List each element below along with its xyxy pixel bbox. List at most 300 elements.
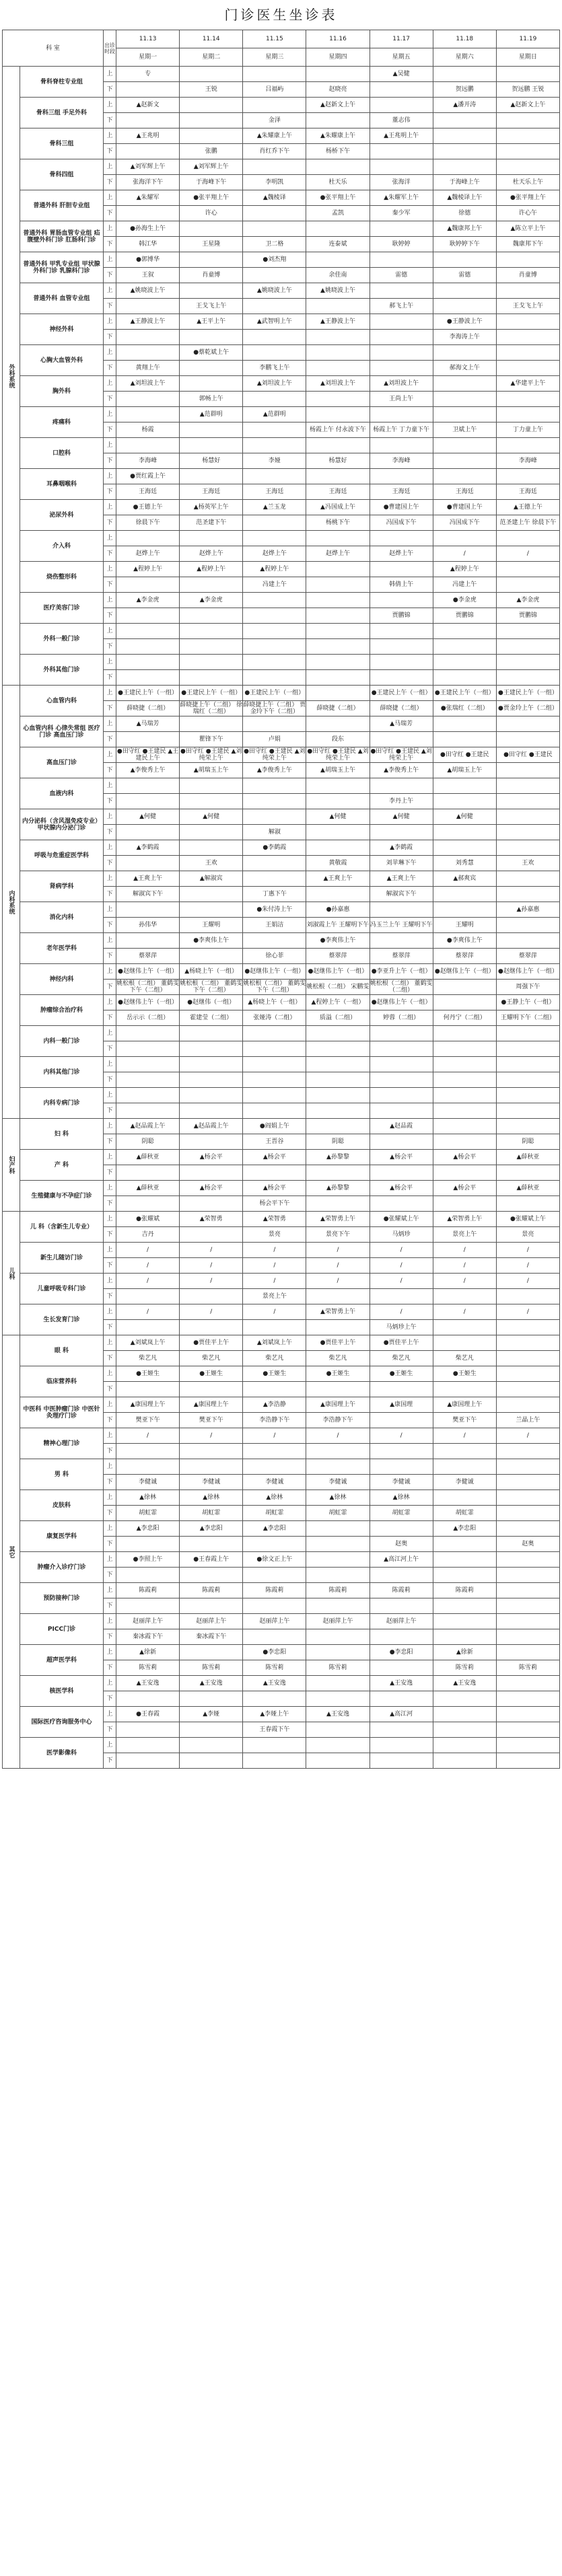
schedule-cell [496,438,559,453]
category-label: 外科系统 [3,67,20,686]
department-name: 普通外科 甲乳专业组 甲状腺外科门诊 乳腺科门诊 [20,252,104,283]
schedule-cell: ●赵继伟上午（一组） [433,964,496,980]
weekday-header: 星期五 [370,48,433,67]
schedule-cell [370,933,433,949]
schedule-cell: 雷德 [370,268,433,283]
schedule-cell [370,345,433,361]
schedule-cell: ●赵继伟（一组） [180,995,243,1010]
schedule-cell: 张娅涛（二组） [243,1010,306,1026]
schedule-row [3,995,560,1010]
schedule-cell [496,562,559,577]
schedule-cell [243,809,306,825]
schedule-cell: / [433,1304,496,1320]
schedule-cell [433,1722,496,1738]
schedule-cell: ●贾金玲上午（二组） [496,701,559,716]
schedule-cell: 周强下午 [496,980,559,995]
schedule-row [3,562,560,577]
schedule-cell [306,159,370,175]
schedule-cell [243,1041,306,1057]
schedule-cell: 李健诚 [433,1475,496,1490]
schedule-cell [433,1629,496,1645]
schedule-cell [496,1026,559,1041]
schedule-cell [306,1072,370,1088]
schedule-cell [180,361,243,376]
schedule-row [3,840,560,856]
schedule-cell: / [243,1258,306,1274]
department-name: 医疗美容门诊 [20,593,104,624]
slot-morning: 上 [104,747,116,763]
schedule-cell: 贺远鹏 王锐 [496,82,559,98]
schedule-cell: 薛晓捷（二组） [370,701,433,716]
schedule-row [3,98,560,113]
schedule-cell [496,933,559,949]
schedule-cell [370,1738,433,1753]
schedule-cell: 薛晓捷上午（二组） 徐瑞红（二组） [180,702,243,715]
schedule-cell [116,1382,180,1397]
schedule-cell [496,655,559,670]
schedule-cell: ●李忠阳 [370,1645,433,1660]
header-date-row [3,30,560,48]
schedule-cell [496,1041,559,1057]
department-name: 骨科三组 [20,128,104,159]
schedule-cell [370,159,433,175]
schedule-row [3,655,560,670]
schedule-row [3,1026,560,1041]
schedule-cell [370,1660,433,1676]
schedule-cell: ▲朱耀军上午 [370,190,433,206]
department-name: 皮肤科 [20,1490,104,1521]
schedule-cell [433,887,496,902]
schedule-cell: 范圣建上午 徐晨下午 [496,515,559,531]
schedule-cell [433,345,496,361]
department-name: 普通外科 胃肠血管专业组 疝腹壁外科门诊 肛肠科门诊 [20,221,104,252]
schedule-cell: / [116,1243,180,1258]
schedule-cell: 姚松根（二组） 董鹤雯下午（二组） [180,980,243,994]
department-name: 生长发育门诊 [20,1304,104,1335]
schedule-cell [496,1691,559,1707]
slot-morning: 上 [104,902,116,918]
schedule-cell [116,392,180,407]
schedule-cell [243,98,306,113]
schedule-cell: ●田守红 ●王建民 ▲王建民上午 [116,748,179,762]
schedule-cell [433,159,496,175]
schedule-cell: 王海廷 [370,484,433,500]
schedule-cell: 张海洋 [370,175,433,190]
schedule-cell [433,670,496,686]
schedule-cell [496,825,559,840]
schedule-cell [496,314,559,330]
schedule-cell [180,1041,243,1057]
schedule-cell [180,1026,243,1041]
slot-afternoon: 下 [104,1010,116,1026]
schedule-cell: 解淑宾下午 [370,887,433,902]
schedule-cell: ▲杨英军上午 [180,500,243,515]
schedule-cell [306,577,370,593]
department-name: 超声医学科 [20,1645,104,1676]
schedule-row [3,1119,560,1134]
schedule-cell: ▲刘军辉上午 [180,159,243,175]
schedule-cell: / [243,1243,306,1258]
slot-afternoon: 下 [104,608,116,624]
schedule-row [3,716,560,732]
slot-afternoon: 下 [104,453,116,469]
schedule-row [3,1088,560,1103]
schedule-cell: / [496,1243,559,1258]
date-header: 11.18 [433,30,496,48]
schedule-row [3,902,560,918]
schedule-row [3,1057,560,1072]
schedule-cell [433,1165,496,1181]
schedule-cell [370,562,433,577]
schedule-cell: ●贾红霞上午 [116,469,180,484]
slot-afternoon: 下 [104,422,116,438]
slot-afternoon: 下 [104,1660,116,1676]
schedule-cell: 柴艺凡 [116,1351,180,1366]
schedule-cell [243,206,306,221]
department-name: 神经内科 [20,964,104,995]
schedule-cell [433,407,496,422]
schedule-cell: 阴聪 [306,1134,370,1150]
schedule-cell: 王锐 [180,82,243,98]
schedule-cell [496,361,559,376]
slot-afternoon: 下 [104,949,116,964]
schedule-cell: 王星隆 [180,237,243,252]
schedule-cell: 樊亚下午 [433,1413,496,1428]
schedule-cell [116,1041,180,1057]
schedule-cell [243,1738,306,1753]
schedule-cell: ▲徐林 [180,1490,243,1506]
schedule-cell [180,67,243,82]
schedule-row [3,252,560,268]
schedule-cell: 陈霞莉 [306,1583,370,1598]
slot-morning: 上 [104,933,116,949]
schedule-cell: 姚松根（二组） 董鹤雯下午（二组） [116,980,179,994]
schedule-cell: / [496,546,559,562]
schedule-cell: 丁力童上午 [496,422,559,438]
schedule-cell: ●张平翔上午 [306,190,370,206]
schedule-cell: / [180,1274,243,1289]
schedule-cell: ●徐文正上午 [243,1552,306,1568]
schedule-cell [180,1444,243,1459]
slot-afternoon: 下 [104,1413,116,1428]
schedule-cell: 杨会平下午 [243,1196,306,1212]
schedule-cell: ●王姬生 [433,1366,496,1382]
schedule-cell: ▲王爽上午 [370,871,433,887]
schedule-cell: 杨霞上午 丁力童下午 [370,422,433,438]
schedule-cell [370,1289,433,1304]
schedule-cell [180,283,243,299]
schedule-cell [180,1722,243,1738]
slot-morning: 上 [104,593,116,608]
schedule-cell [116,1444,180,1459]
slot-morning: 上 [104,67,116,82]
schedule-cell [243,67,306,82]
schedule-cell [306,1537,370,1552]
slot-morning: 上 [104,716,116,732]
schedule-cell [116,778,180,794]
slot-morning: 上 [104,1335,116,1351]
schedule-cell [370,902,433,918]
schedule-cell: / [116,1304,180,1320]
schedule-cell [180,1196,243,1212]
schedule-cell [243,1072,306,1088]
schedule-cell [243,1057,306,1072]
schedule-cell [370,438,433,453]
schedule-cell: 霍建莹（二组） [180,1010,243,1026]
schedule-cell [116,1057,180,1072]
schedule-cell [433,283,496,299]
schedule-cell: 杜天乐 [306,175,370,190]
schedule-cell [433,1490,496,1506]
schedule-cell [433,1459,496,1475]
schedule-cell [433,1552,496,1568]
schedule-cell: ▲康国理上午 [433,1397,496,1413]
schedule-cell: 李明凯 [243,175,306,190]
schedule-cell: 肖童博 [180,268,243,283]
schedule-cell [496,1568,559,1583]
slot-afternoon: 下 [104,484,116,500]
schedule-cell: 耿婷婷 [370,237,433,252]
schedule-cell: ●王建民上午（一组） [180,686,243,701]
schedule-cell: 李海峰 [496,453,559,469]
schedule-cell [433,376,496,392]
slot-morning: 上 [104,159,116,175]
department-name: 心血管内科 [20,686,104,716]
schedule-cell: ▲王兆明 [116,128,180,144]
schedule-cell: ●王姬生 [306,1366,370,1382]
department-name: 内科专病门诊 [20,1088,104,1119]
date-header: 11.16 [306,30,370,48]
schedule-cell: / [433,1274,496,1289]
slot-morning: 上 [104,407,116,422]
schedule-cell: ▲程婷上午（一组） [306,995,370,1010]
slot-morning: 上 [104,190,116,206]
schedule-cell: 景亮 [243,1227,306,1243]
schedule-row [3,747,560,763]
schedule-cell: 范圣建下午 [180,515,243,531]
schedule-cell: 雷德 [433,268,496,283]
schedule-cell: ▲解淑宾 [180,871,243,887]
schedule-cell: 姚松根（二组） 董鹤雯（二组） [370,980,433,994]
schedule-cell: 孙伟华 [116,918,180,933]
schedule-cell [306,1196,370,1212]
schedule-cell: / [116,1428,180,1444]
schedule-cell: 陈雪莉 [433,1660,496,1676]
schedule-cell: ▲康国理 [370,1397,433,1413]
schedule-cell [433,144,496,159]
schedule-cell [243,469,306,484]
department-name: 骨科三组 手足外科 [20,98,104,128]
schedule-cell [243,1537,306,1552]
slot-afternoon: 下 [104,639,116,655]
schedule-row [3,1459,560,1475]
department-name: 泌尿外科 [20,500,104,531]
schedule-cell: 黄敬霞 [306,856,370,871]
schedule-row [3,593,560,608]
schedule-cell [370,314,433,330]
schedule-cell [496,1057,559,1072]
schedule-cell: ▲徐林 [243,1490,306,1506]
schedule-cell [496,407,559,422]
schedule-cell [243,670,306,686]
schedule-cell: 景亮上午 [243,1289,306,1304]
category-label: 妇产科 [3,1119,20,1212]
schedule-cell: ▲李忠阳 [433,1521,496,1537]
schedule-cell [116,732,180,747]
weekday-header: 星期三 [243,48,306,67]
schedule-cell [180,670,243,686]
schedule-cell [306,361,370,376]
schedule-cell [180,252,243,268]
schedule-cell: 肖童博 [496,268,559,283]
schedule-cell [243,1459,306,1475]
schedule-cell: ▲康国理上午 [306,1397,370,1413]
schedule-cell [496,887,559,902]
schedule-cell: ●赵继伟上午（一组） [496,964,559,980]
schedule-cell [243,1382,306,1397]
schedule-cell: ▲孙嘉惠 [496,902,559,918]
schedule-cell [306,1103,370,1119]
schedule-row [3,964,560,980]
schedule-cell: ●王春霞 [116,1707,180,1722]
slot-morning: 上 [104,686,116,701]
slot-afternoon: 下 [104,1598,116,1614]
schedule-cell: 刘苹琳下午 [370,856,433,871]
date-header: 11.19 [496,30,559,48]
schedule-cell: 李健诚 [180,1475,243,1490]
schedule-cell: 胡虹霏 [306,1506,370,1521]
page-title: 门诊医生坐诊表 [224,7,338,23]
schedule-cell: / [496,1274,559,1289]
slot-afternoon: 下 [104,144,116,159]
slot-morning: 上 [104,1645,116,1660]
schedule-cell [306,1459,370,1475]
schedule-cell [180,1568,243,1583]
schedule-cell [180,1753,243,1769]
schedule-cell: ▲薛秋亚 [116,1181,180,1196]
schedule-cell [306,1676,370,1691]
slot-morning: 上 [104,655,116,670]
slot-morning: 上 [104,1088,116,1103]
schedule-cell [306,624,370,639]
schedule-cell [306,407,370,422]
schedule-cell: ▲薛秋亚 [116,1150,180,1165]
schedule-cell [116,639,180,655]
schedule-cell: 樊亚下午 [116,1413,180,1428]
schedule-cell [306,113,370,128]
schedule-cell [496,1088,559,1103]
date-header: 11.15 [243,30,306,48]
schedule-cell: ▲胡瑞玉上午 [180,763,243,778]
schedule-cell: 张海洋下午 [116,175,180,190]
slot-afternoon: 下 [104,1629,116,1645]
schedule-cell [306,1552,370,1568]
schedule-cell: 于海峰下午 [180,175,243,190]
schedule-cell: / [306,1258,370,1274]
schedule-cell [306,1026,370,1041]
schedule-cell [306,438,370,453]
schedule-cell [496,1103,559,1119]
department-name: 医学影像科 [20,1738,104,1769]
schedule-cell [116,144,180,159]
schedule-cell [243,716,306,732]
schedule-row [3,1181,560,1196]
schedule-cell: 李健诚 [306,1475,370,1490]
slot-afternoon: 下 [104,1320,116,1335]
schedule-cell: ▲王兆明上午 [370,128,433,144]
schedule-cell: ▲王安逸 [433,1676,496,1691]
schedule-cell: ▲赵新文 [116,98,180,113]
slot-afternoon: 下 [104,361,116,376]
schedule-cell [370,1057,433,1072]
department-name: 老年医学科 [20,933,104,964]
schedule-row [3,159,560,175]
schedule-cell: 杨慧好 [306,453,370,469]
slot-morning: 上 [104,562,116,577]
schedule-cell: 刘秀慧 [433,856,496,871]
schedule-cell [496,778,559,794]
schedule-cell: 陈雪莉 [243,1660,306,1676]
schedule-cell: ▲杨晓上午（一组） [180,964,243,980]
schedule-cell: 赵烨上午 [306,546,370,562]
schedule-cell: 岳示示（二组） [116,1010,180,1026]
schedule-cell [116,1088,180,1103]
schedule-cell [116,1196,180,1212]
schedule-cell: ●张瑞红（二组） [433,701,496,716]
schedule-cell: / [496,1428,559,1444]
department-name: 普通外科 肝胆专业组 [20,190,104,221]
schedule-cell [370,1072,433,1088]
schedule-cell: ●刘杰翔 [243,252,306,268]
slot-afternoon: 下 [104,763,116,778]
schedule-cell: ●曹建国上午 [433,500,496,515]
schedule-cell: ▲朱耀军 [116,190,180,206]
schedule-cell: ▲刘坦波上午 [243,376,306,392]
schedule-cell [116,856,180,871]
schedule-cell [306,1738,370,1753]
schedule-cell [496,1165,559,1181]
schedule-cell: ●赵继伟上午（一组） [306,964,370,980]
schedule-cell [370,82,433,98]
slot-morning: 上 [104,624,116,639]
schedule-cell: ▲姚晓波上午 [243,283,306,299]
schedule-cell [433,995,496,1010]
schedule-cell [433,1707,496,1722]
slot-morning: 上 [104,531,116,546]
schedule-cell: ●王姬生 [116,1366,180,1382]
schedule-cell [243,531,306,546]
slot-afternoon: 下 [104,392,116,407]
schedule-cell: 韩江华 [116,237,180,252]
slot-afternoon: 下 [104,1475,116,1490]
schedule-cell: ●李鹤霞 [243,840,306,856]
schedule-cell: ▲康国理上午 [116,1397,180,1413]
department-name: 疼痛科 [20,407,104,438]
schedule-cell [433,392,496,407]
schedule-cell [243,1629,306,1645]
schedule-cell: / [306,1274,370,1289]
slot-afternoon: 下 [104,330,116,345]
schedule-cell [180,1645,243,1660]
schedule-cell [116,299,180,314]
schedule-cell: 贾鹏锦 [496,608,559,624]
schedule-cell [370,732,433,747]
weekday-header: 星期六 [433,48,496,67]
schedule-cell: 陈雪莉 [180,1660,243,1676]
department-name: 介入科 [20,531,104,562]
schedule-cell: ▲杨会平 [370,1181,433,1196]
schedule-cell [496,763,559,778]
